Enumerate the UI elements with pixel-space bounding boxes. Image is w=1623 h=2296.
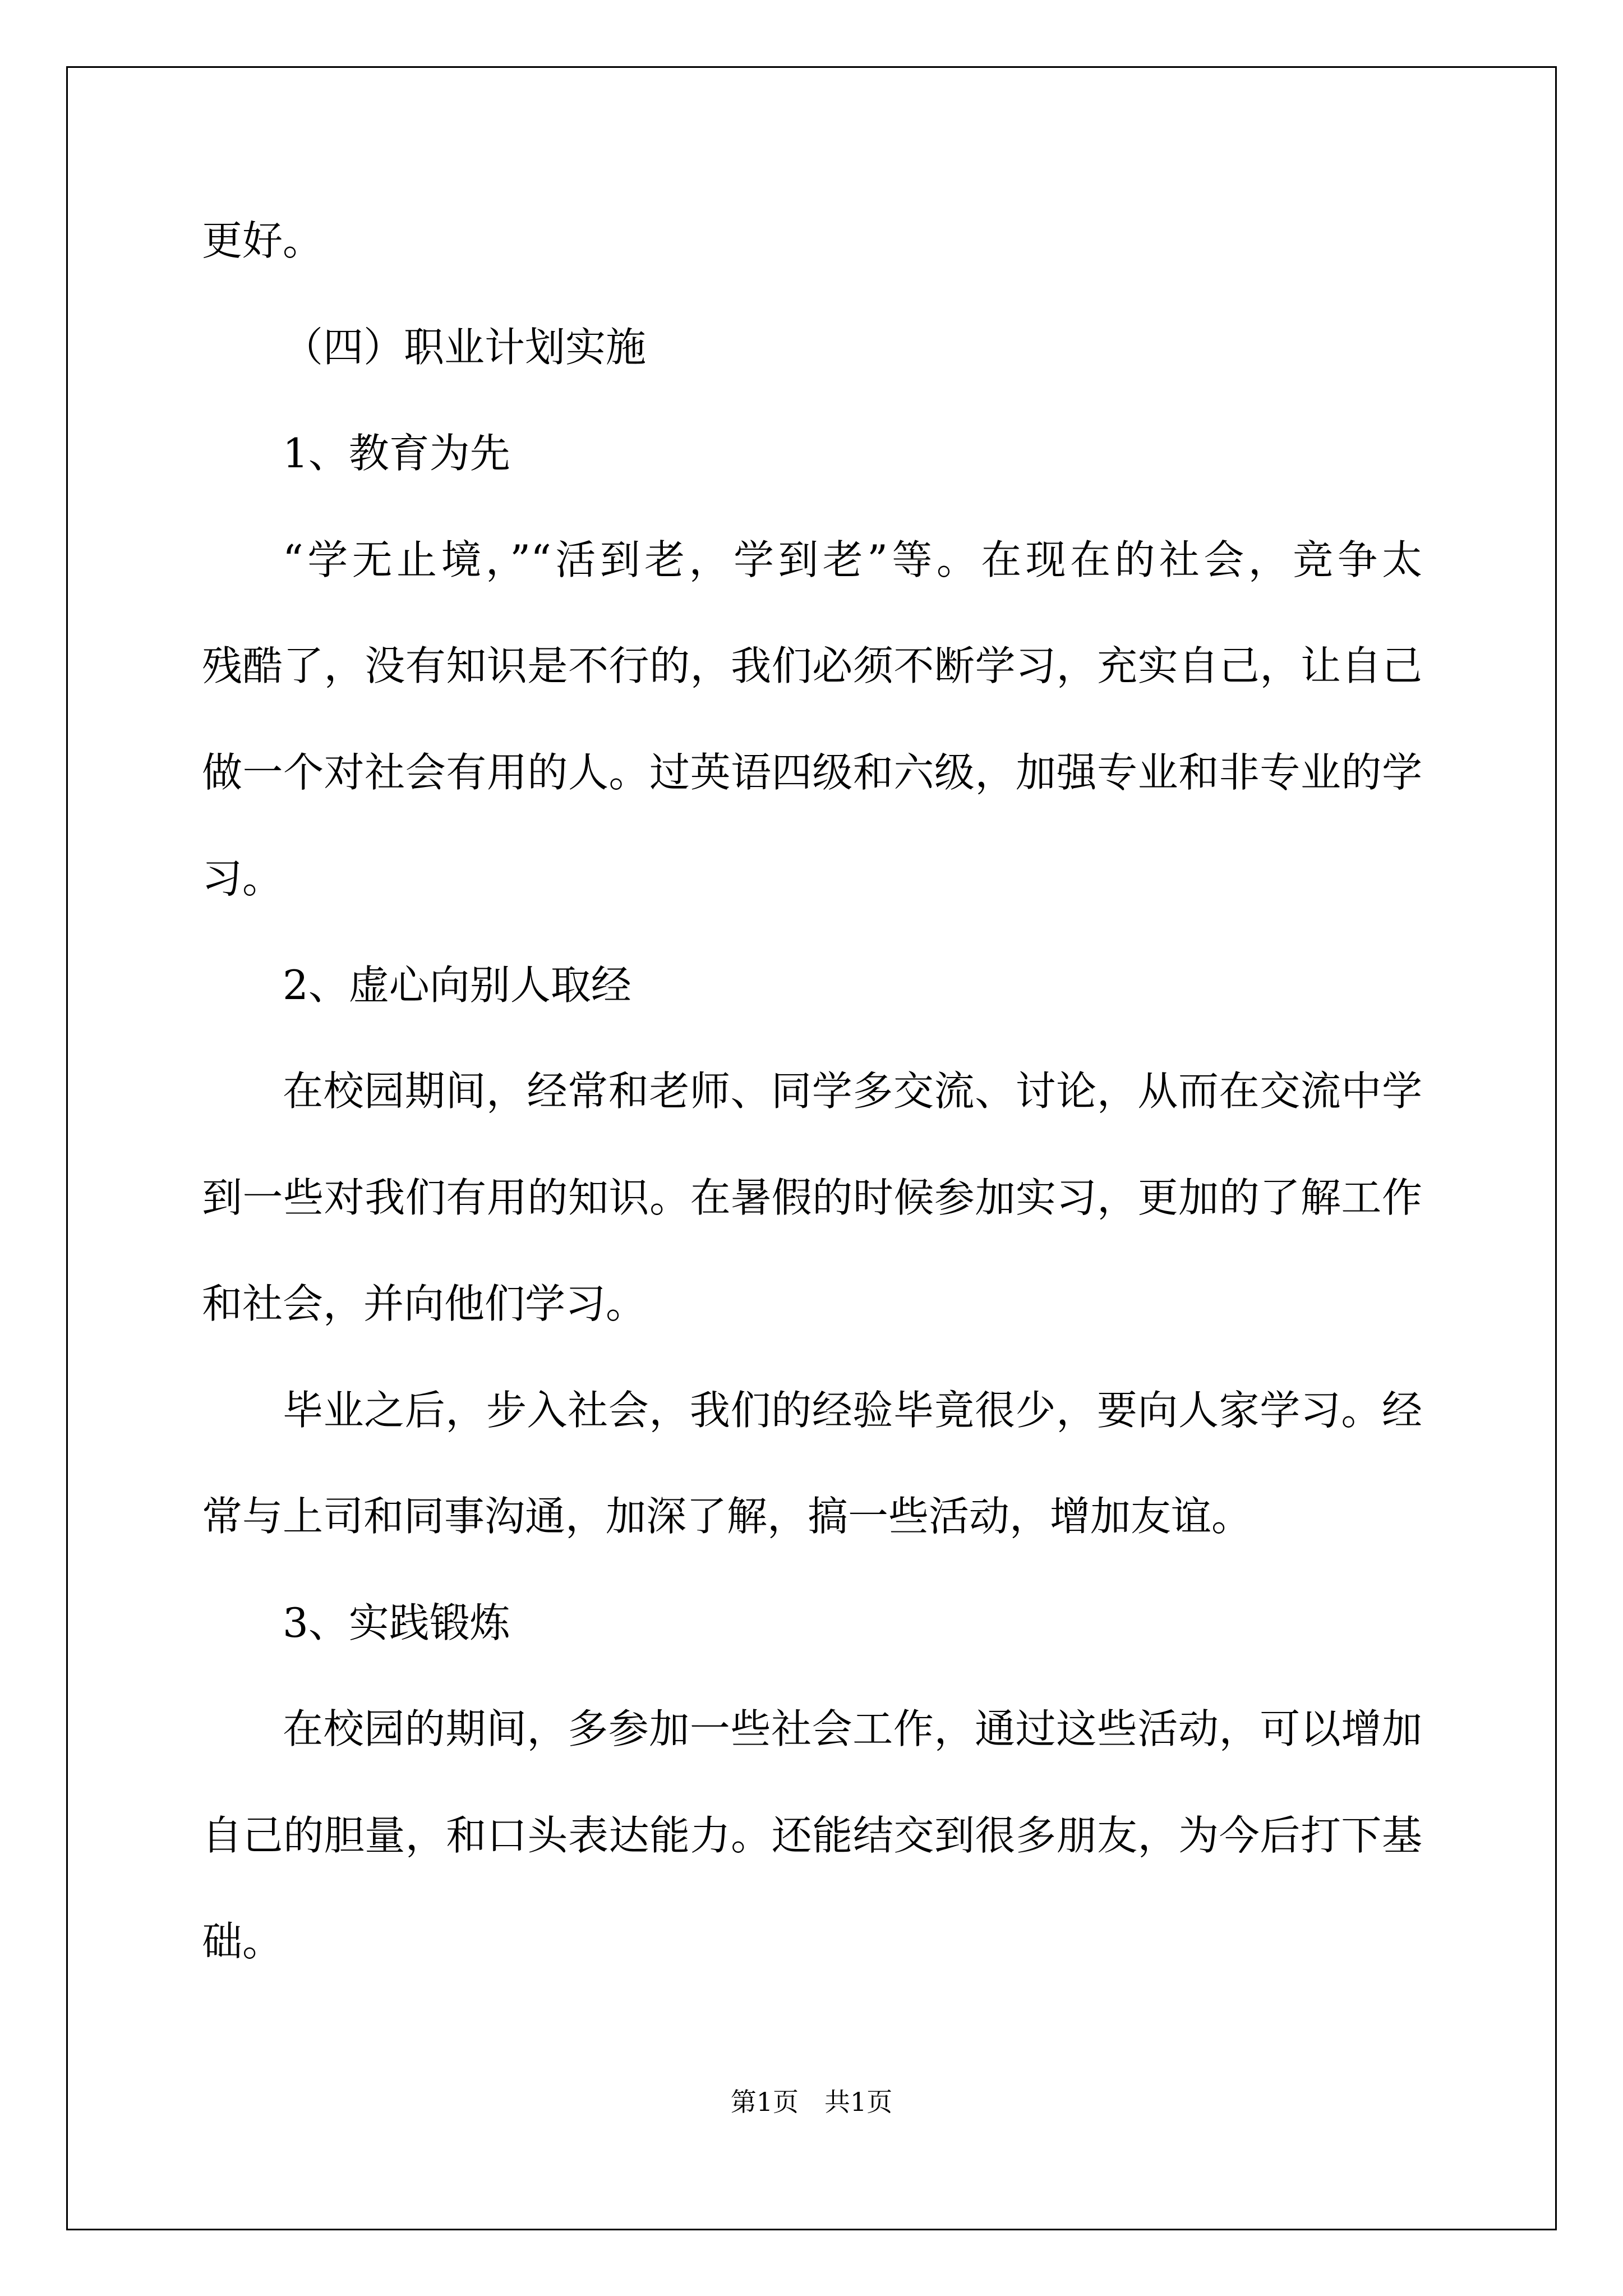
text-line: “学无止境，”“活到老，学到老”等。在现在的社会，竞争太 (283, 536, 1422, 583)
subsection-heading: 1、教育为先 (283, 430, 510, 477)
text-line: 自己的胆量，和口头表达能力。还能结交到很多朋友，为今后打下基 (202, 1812, 1422, 1859)
text-line: 习。 (202, 855, 283, 902)
text-line: 和社会，并向他们学习。 (202, 1280, 647, 1327)
text-line: 在校园的期间，多参加一些社会工作，通过这些活动，可以增加 (283, 1705, 1422, 1752)
page-footer: 第1页 共1页 (730, 2087, 893, 2117)
text-line: 础。 (202, 1918, 283, 1965)
text-line: 到一些对我们有用的知识。在暑假的时候参加实习，更加的了解工作 (202, 1174, 1422, 1221)
text-line: 常与上司和同事沟通，加深了解，搞一些活动，增加友谊。 (202, 1493, 1252, 1540)
text-line: 在校园期间，经常和老师、同学多交流、讨论，从而在交流中学 (283, 1068, 1422, 1115)
section-heading: （四）职业计划实施 (283, 324, 647, 371)
page-border (66, 66, 1557, 2230)
text-line: 更好。 (202, 217, 324, 264)
text-line: 残酷了，没有知识是不行的，我们必须不断学习，充实自己，让自己 (202, 642, 1422, 689)
subsection-heading: 2、虚心向别人取经 (283, 961, 631, 1009)
subsection-heading: 3、实践锻炼 (283, 1599, 510, 1646)
text-line: 做一个对社会有用的人。过英语四级和六级，加强专业和非专业的学 (202, 749, 1422, 796)
text-line: 毕业之后，步入社会，我们的经验毕竟很少，要向人家学习。经 (283, 1387, 1422, 1434)
